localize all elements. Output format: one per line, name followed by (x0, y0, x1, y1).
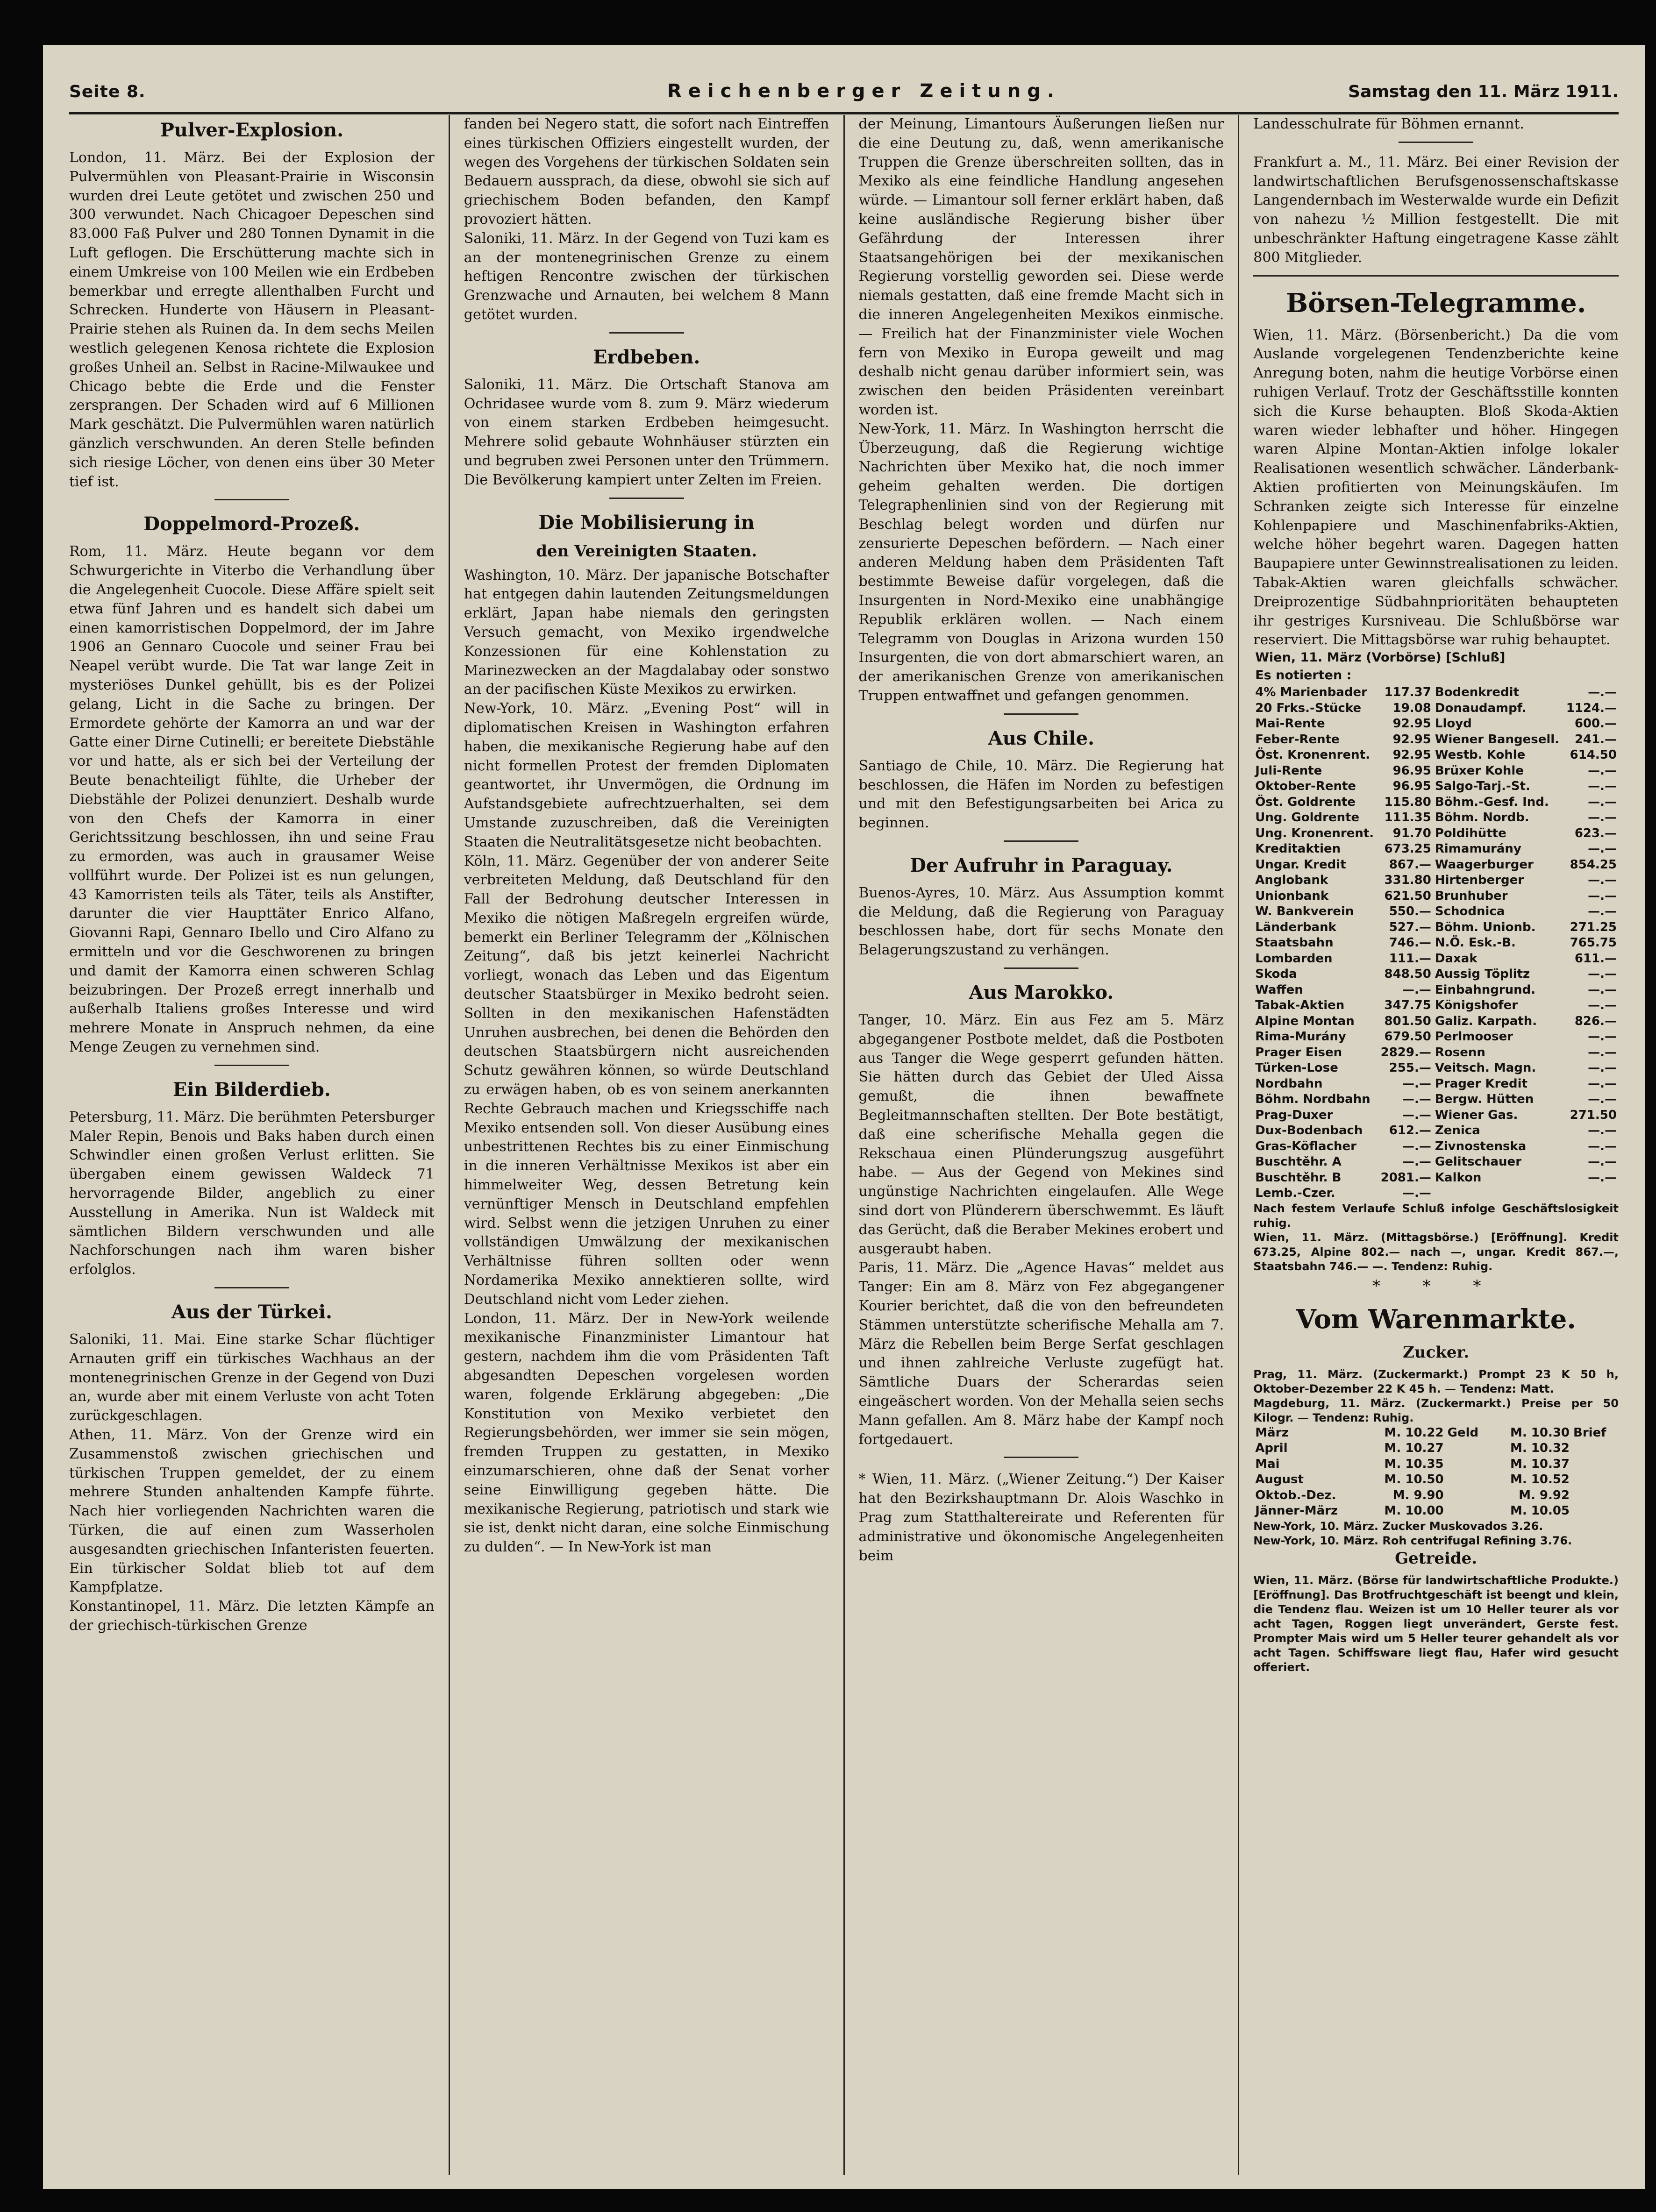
article-mexiko-cont (859, 115, 1224, 715)
security-name: Donaudampf. (1435, 701, 1527, 715)
sugar-cell: August (1255, 1472, 1304, 1487)
quote-row (1253, 1123, 1619, 1139)
security-price: 848.50 (1384, 967, 1431, 982)
security-price: 347.75 (1384, 998, 1431, 1013)
quote-row (1253, 904, 1619, 920)
sugar-row (1253, 1441, 1619, 1457)
quote-row (1253, 935, 1619, 951)
quote-row (1253, 1108, 1619, 1124)
security-price: 271.50 (1570, 1108, 1617, 1122)
security-price: 19.08 (1392, 701, 1431, 715)
quote-row (1253, 779, 1619, 795)
sugar-cell: M. 10.05 (1510, 1504, 1570, 1518)
security-price: —.— (1402, 1155, 1431, 1169)
quote-row (1253, 1014, 1619, 1030)
security-name: Feber-Rente (1255, 732, 1340, 747)
article-text: der Meinung, Limantours Äußerungen ließen nur die eine Deutung zu, daß, wenn amerikanische Truppen die Grenze überschreiten sollten, das in Mexiko als eine feindliche Handlung angesehen würde. — Limantour soll ferner erklärt haben, daß keine ausländische Regierung bisher über Gefährdung der Interessen ihrer Staatsangehörigen bei der mexikanischen Regierung vorstellig geworden sei. Diese werde niemals gestatten, daß eine fremde Macht sich in die inneren Angelegenheiten Mexikos einmische. — Freilich hat der Finanzminister viele Wochen fern von Mexiko in Europa geweilt und mag deshalb nicht genau darüber informiert sein, was zwischen den beiden Präsidenten vereinbart worden ist. New-York, 11. März. In Washington herrscht die Überzeugung, daß die Regierung wichtige Nachrichten über Mexiko hat, die noch immer geheim gehalten werden. Die dortigen Telegraphenlinien sind von der Regierung mit Beschlag belegt worden und dürfen nur zensurierte Depeschen befördern. — Nach einer anderen Meldung haben dem Präsidenten Taft bestimmte Beweise dafür vorgelegen, daß die Insurgenten in Nord-Mexiko eine unabhängige Republik erklären wollen. — Nach einem Telegramm von Douglas in Arizona wurden 150 Insurgenten, die von dort abmarschiert waren, an der amerikanischen Grenze von amerikanischen Truppen entwaffnet und gefangen genommen. (858, 116, 1224, 704)
quotes-header: Wien, 11. März (Vorbörse) [Schluß] (1255, 650, 1506, 665)
sugar-cell: März (1255, 1425, 1289, 1440)
quote-row (1253, 795, 1619, 811)
quote-row (1253, 747, 1619, 763)
divider (1399, 142, 1473, 143)
sugar-cell (1571, 1441, 1619, 1457)
sugar-cell (1571, 1457, 1619, 1472)
prag-zucker: Prag, 11. März. (Zuckermarkt.) Prompt 23 K 50 h, Oktober-Dezember 22 K 45 h. — Tendenz: Matt. (1253, 1367, 1619, 1395)
column-1 (69, 115, 449, 2175)
security-price: 673.25 (1384, 842, 1431, 856)
quote-row (1253, 841, 1619, 857)
quote-row (1253, 763, 1619, 779)
article-bilderdieb (69, 1078, 435, 1288)
newspaper-page (43, 45, 1645, 2189)
sugar-cell: Oktob.-Dez. (1255, 1488, 1336, 1502)
security-price: —.— (1588, 1092, 1617, 1107)
divider (214, 1287, 289, 1288)
security-price: 241.— (1574, 732, 1617, 747)
security-price: —.— (1588, 811, 1617, 825)
quote-row (1253, 857, 1619, 873)
sugar-cell: M. 10.35 (1384, 1457, 1444, 1471)
quote-row (1253, 982, 1619, 998)
sugar-cell (1571, 1488, 1619, 1504)
article-doppelmord (69, 512, 435, 1066)
security-price: —.— (1588, 763, 1617, 778)
security-name: Buschtěhr. A (1255, 1155, 1342, 1169)
security-price: 600.— (1574, 717, 1617, 731)
article-text: Washington, 10. März. Der japanische Botschafter hat entgegen dahin lautenden Zeitungsmeldungen erklärt, Japan habe niemals den geringsten Versuch gemacht, von Mexiko irgendwelche Konzessionen für eine Kohlenstation zu Marinezwecken an der Magdalabay oder sonstwo an der pacifischen Küste Mexikos zu erwirken. New-York, 10. März. „Evening Post“ will in diplomatischen Kreisen in Washington erfahren haben, die mexikanische Regierung habe auf den nicht formellen Protest der fremden Diplomaten geantwortet, ihr Unvermögen, die Ordnung im Aufstandsgebiete aufrechtzuerhalten, sei dem Umstande zuzuschreiben, daß die Vereinigten Staaten die Neutralitätsgesetze nicht beobachten. Köln, 11. März. Gegenüber der von anderer Seite verbreiteten Meldung, daß Deutschland für den Fall der Bedrohung deutscher Interessen in Mexiko die nötigen Maßregeln ergreifen würde, bemerkt ein Berliner Telegramm der „Kölnischen Zeitung“, daß bis jetzt keinerlei Nachricht vorliegt, wonach das Leben und das Eigentum deutscher Staatsbürger in Mexiko bedroht seien. Sollten in den mexikanischen Hafenstädten Unruhen ausbrechen, bei denen die Behörden den deutschen Staatsbürgern nicht ausreichenden Schutz gewähren können, so würde Deutschland zu erwägen haben, ob es von seinem anerkannten Rechte Gebrauch machen und Kriegsschiffe nach Mexiko entsenden soll. Von dieser Ausübung eines unbestrittenen Rechtes bis zu einer Einmischung in die inneren Verhältnisse Mexikos ist aber ein himmelweiter Weg, dessen Betretung kein vernünftiger Mensch in Deutschland empfehlen wird. Selbst wenn die jetzigen Unruhen zu einer vollständigen Umwälzung der mexikanischen Verhältnisse führen sollten oder wenn Nordamerika Mexiko annektieren sollte, wird Deutschland nicht vom Leder ziehen. London, 11. März. Der in New-York weilende mexikanische Finanzminister Limantour hat gestern, nachdem ihm die vom Präsidenten Taft abgesandten Depeschen vorgelesen worden waren, folgende Erklärung abgegeben: „Die Konstitution von Mexiko verbietet den Regierungsbehörden, wer immer sie sein mögen, fremden Truppen zu gestatten, in Mexiko einzumarschieren, ohne daß der Senat vorher seine Einwilligung gegeben hätte. Die mexikanische Regierung, patriotisch und stark wie sie ist, denkt nicht daran, eine solche Einmischung zu dulden“. — In New-York ist man (464, 567, 829, 1556)
security-price: 271.25 (1570, 920, 1617, 934)
headline: Doppelmord-Prozeß. (143, 513, 360, 535)
sugar-row (1253, 1457, 1619, 1472)
security-name: Unionbank (1255, 889, 1329, 903)
security-name: 4% Marienbader (1255, 685, 1367, 700)
sugar-row (1253, 1472, 1619, 1488)
page-number: Seite 8. (69, 82, 146, 101)
security-name: Waffen (1255, 982, 1303, 997)
quotes-subheader: Es notierten : (1255, 668, 1352, 683)
security-name: Oktober-Rente (1255, 779, 1356, 794)
security-name: Wiener Gas. (1435, 1108, 1518, 1122)
article-pulver-explosion (69, 119, 435, 500)
quote-row (1253, 1186, 1619, 1202)
security-name: Rima-Murány (1255, 1030, 1346, 1044)
security-name: N.Ö. Esk.-B. (1435, 936, 1516, 950)
sugar-cell: M. 10.32 (1510, 1441, 1570, 1456)
security-name: Veitsch. Magn. (1435, 1061, 1536, 1075)
security-price: —.— (1588, 967, 1617, 982)
quote-row (1253, 1045, 1619, 1061)
sugar-cell: M. 9.90 (1392, 1488, 1444, 1502)
quote-row (1253, 1154, 1619, 1170)
security-name: Ung. Goldrente (1255, 811, 1360, 825)
quote-row (1253, 1060, 1619, 1076)
security-price: 1124.— (1566, 701, 1617, 715)
security-name: Einbahngrund. (1435, 982, 1536, 997)
mittagsboerse: Wien, 11. März. (Mittagsbörse.) [Eröffnung]. Kredit 673.25, Alpine 802.— nach —, ungar. Kredit 867.—, Staatsbahn 746.— —. Tendenz: Ruhig. (1253, 1230, 1619, 1273)
sugar-cell: M. 10.52 (1510, 1472, 1570, 1487)
subheadline: den Vereinigten Staaten. (536, 541, 757, 561)
article-text: Saloniki, 11. März. Die Ortschaft Stanova am Ochridasee wurde vom 8. zum 9. März wiederum von einem starken Erdbeben heimgesucht. Mehrere solid gebaute Wohnhäuser stürzten ein und begruben zwei Personen unter den Trümmern. Die Bevölkerung kampiert unter Zelten im Freien. (464, 376, 829, 488)
security-name: Perlmooser (1435, 1030, 1513, 1044)
article-text: Santiago de Chile, 10. März. Die Regierung hat beschlossen, die Häfen im Norden zu befestigen und mit den Befestigungsarbeiten bei Arica zu beginnen. (858, 757, 1224, 832)
security-name: Brüxer Kohle (1435, 763, 1524, 778)
article-text: Rom, 11. März. Heute begann vor dem Schwurgerichte in Viterbo die Verhandlung über die Angelegenheit Cuocole. Diese Affäre spielt seit etwa fünf Jahren und es handelt sich dabei um einen kamorristischen Doppelmord, der im Jahre 1906 an Gennaro Cuocole und seiner Frau bei Neapel verübt wurde. Die Tat war lange Zeit in mysteriöses Dunkel gehüllt, bis es der Polizei gelang, Licht in die Sache zu bringen. Der Ermordete gehörte der Kamorra an und war der Gatte einer Dirne Cutinelli; er bereitete Diebstähle vor und hatte, als er sich bei der Verteilung der Beute benachteiligt fühlte, die Urheber der Diebstähle der Polizei denunziert. Deshalb wurde von den Chefs der Kamorra in einer Gerichtssitzung beschlossen, ihn und seine Frau zu ermorden, was auch in grausamer Weise vollführt wurde. Der Polizei ist es nun gelungen, 43 Kamorristen teils als Täter, teils als Anstifter, darunter die vier Haupttäter Enrico Alfano, Giovanni Rapi, Gennaro Ibello und Ciro Alfano zu ermitteln und vor die Geschworenen zu bringen und damit der Kamorra einen schweren Schlag beizubringen. Der Prozeß erregt innerhalb und außerhalb Italiens großes Interesse und wird mehrere Monate in Anspruch nehmen, da eine Menge Zeugen zu vernehmen sind. (69, 543, 435, 1056)
article-text: Frankfurt a. M., 11. März. Bei einer Revision der landwirtschaftlichen Berufsgenossenschaftskasse Langendernbach im Westerwalde wurde ein Defizit von nahezu ½ Million festgestellt. Die mit unbeschränkter Haftung eingetragene Kasse zählt 800 Mitglieder. (1253, 154, 1619, 266)
security-name: Böhm.-Gesf. Ind. (1435, 795, 1549, 809)
sugar-cell: Brief (1573, 1425, 1606, 1440)
article-chile (859, 727, 1224, 842)
security-price (1563, 1186, 1619, 1202)
article-text: Wien, 11. März. (Börsenbericht.) Da die vom Auslande vorgelegenen Tendenzberichte keine Anregung boten, nahm die heutige Vorbörse einen ruhigen Verlauf. Trotz der Geschäftsstille konnten sich die Kurse behaupten. Bloß Skoda-Aktien waren wieder lebhafter und höher. Hingegen waren Alpine Montan-Aktien infolge lokaler Realisationen wesentlich schwächer. Länderbank-Aktien profitierten von Meinungskäufen. Im Schranken zeigte sich Interesse für einzelne Kohlenpapiere und Maschinenfabriks-Aktien, welche höher begehrt waren. Dagegen hatten Baupapiere unter Gewinnstrealisationen zu leiden. Tabak-Aktien waren gleichfalls schwächer. Dreiprozentige Südbahnprioritäten behaupteten ihr gestriges Kursniveau. Die Schlußbörse war reserviert. Die Mittagsbörse war ruhig behauptet. (1253, 327, 1619, 648)
sugar-cell (1446, 1503, 1491, 1519)
security-price: —.— (1402, 1092, 1431, 1107)
magdeburg-zucker: Magdeburg, 11. März. (Zuckermarkt.) Preise per 50 Kilogr. — Tendenz: Ruhig. (1253, 1396, 1619, 1424)
quote-row (1253, 998, 1619, 1014)
article-text: Saloniki, 11. Mai. Eine starke Schar flüchtiger Arnauten griff ein türkisches Wachhaus an der montenegrinischen Grenze in der Gegend von Duzi an, wurde aber mit einem Verluste von acht Toten zurückgeschlagen. Athen, 11. März. Von der Grenze wird ein Zusammenstoß zwischen griechischen und türkischen Truppen gemeldet, der zu einem mehrere Stunden anhaltenden Kampfe führte. Nach hier vorliegenden Nachrichten waren die Türken, die auf einen zum Wasserholen ausgesandten griechischen Infanteristen feuerten. Ein türkischer Soldat blieb tot auf dem Kampfplatze. Konstantinopel, 11. März. Die letzten Kämpfe an der griechisch-türkischen Grenze (69, 1331, 435, 1634)
security-price: 614.50 (1570, 748, 1617, 762)
security-price: 854.25 (1570, 857, 1617, 872)
quote-row (1253, 685, 1619, 701)
security-price: 92.95 (1392, 748, 1431, 762)
security-name: Prager Eisen (1255, 1045, 1342, 1060)
security-name: Waagerburger (1435, 857, 1534, 872)
article-text: Buenos-Ayres, 10. März. Aus Assumption kommt die Meldung, daß die Regierung von Paraguay beschlossen habe, dort für sechs Monate den Belagerungszustand zu verhängen. (858, 884, 1224, 959)
headline: Aus Marokko. (969, 982, 1114, 1004)
security-price: 826.— (1574, 1014, 1617, 1028)
security-name: Kreditaktien (1255, 842, 1341, 856)
newyork-zucker-1: New-York, 10. März. Zucker Muskovados 3.26. (1253, 1519, 1543, 1533)
security-name: Öst. Goldrente (1255, 795, 1356, 809)
quote-row (1253, 1139, 1619, 1155)
security-price: 2829.— (1380, 1045, 1431, 1060)
security-price: 115.80 (1384, 795, 1431, 809)
security-price: 867.— (1389, 857, 1431, 872)
security-price: 92.95 (1392, 717, 1431, 731)
security-name: Anglobank (1255, 873, 1328, 888)
article-marokko (859, 981, 1224, 1458)
quote-row (1253, 873, 1619, 889)
sugar-cell: M. 10.27 (1384, 1441, 1444, 1456)
headline: Erdbeben. (592, 346, 700, 368)
security-name: Bodenkredit (1435, 685, 1520, 700)
security-price: —.— (1588, 1061, 1617, 1075)
quote-row (1253, 826, 1619, 842)
divider (1253, 275, 1619, 277)
section-title-warenmarkt: Vom Warenmarkte. (1296, 1303, 1576, 1335)
security-price: —.— (1588, 1170, 1617, 1185)
security-name: W. Bankverein (1255, 904, 1354, 919)
security-name: Königshofer (1435, 998, 1518, 1013)
security-name: Hirtenberger (1435, 873, 1524, 888)
security-name: Gras-Köflacher (1255, 1139, 1356, 1153)
sugar-cell (1446, 1472, 1491, 1488)
security-price: 621.50 (1384, 889, 1431, 903)
security-name: Böhm. Unionb. (1435, 920, 1536, 934)
security-price: —.— (1402, 1139, 1431, 1153)
sugar-row (1253, 1503, 1619, 1519)
wien-getreide: Wien, 11. März. (Börse für landwirtschaftliche Produkte.) [Eröffnung]. Das Brotfruchtgeschäft ist beengt und klein, die Tendenz flau. Weizen ist um 10 Heller teurer als vor acht Tagen, Roggen liegt unverändert, Gerste fest. Prompter Mais wird um 5 Heller teurer gehandelt als vor acht Tagen. Schiffsware liegt flau, Hafer wird gesucht offeriert. (1253, 1573, 1619, 1674)
quote-row (1253, 1092, 1619, 1108)
column-3 (843, 115, 1238, 2175)
security-price: —.— (1588, 904, 1617, 919)
article-text: Landesschulrate für Böhmen ernannt. (1253, 116, 1525, 132)
security-price: 111.35 (1384, 811, 1431, 825)
sugar-cell: M. 10.30 (1510, 1425, 1570, 1440)
security-name: Rimamurány (1435, 842, 1521, 856)
security-name: Aussig Töplitz (1435, 967, 1530, 982)
quote-row (1253, 920, 1619, 936)
security-price: —.— (1588, 873, 1617, 888)
security-name: Lemb.-Czer. (1255, 1186, 1335, 1201)
security-price: —.— (1588, 1045, 1617, 1060)
security-price: 801.50 (1384, 1014, 1431, 1028)
divider (1004, 967, 1078, 969)
quote-row (1253, 810, 1619, 826)
security-price: 331.80 (1384, 873, 1431, 888)
security-price: —.— (1588, 685, 1617, 700)
security-name: Böhm. Nordbahn (1255, 1092, 1370, 1107)
sugar-row (1253, 1425, 1619, 1441)
security-name: Öst. Kronenrent. (1255, 748, 1370, 762)
security-price: —.— (1588, 998, 1617, 1013)
security-price: 611.— (1574, 951, 1617, 966)
security-price: 91.70 (1392, 826, 1431, 840)
security-price: 255.— (1389, 1061, 1431, 1075)
security-price: —.— (1402, 1186, 1431, 1201)
security-price: 550.— (1389, 904, 1431, 919)
divider (609, 332, 684, 334)
sugar-cell (1571, 1503, 1619, 1519)
security-name: Türken-Lose (1255, 1061, 1338, 1075)
security-name: Bergw. Hütten (1435, 1092, 1534, 1107)
quotes-header-row (1253, 650, 1619, 668)
newyork-zucker-2: New-York, 10. März. Roh centrifugal Refining 3.76. (1253, 1534, 1572, 1547)
security-name: Böhm. Nordb. (1435, 811, 1529, 825)
security-name: Westb. Kohle (1435, 748, 1526, 762)
divider (1004, 1457, 1078, 1458)
sugar-cell: Geld (1447, 1425, 1479, 1440)
security-name: Kalkon (1435, 1170, 1482, 1185)
column-4 (1238, 115, 1619, 2175)
security-price: 527.— (1389, 920, 1431, 934)
sugar-cell: M. 10.00 (1384, 1504, 1444, 1518)
security-name: Galiz. Karpath. (1435, 1014, 1537, 1028)
quote-row (1253, 701, 1619, 717)
security-name: Brunhuber (1435, 889, 1508, 903)
security-price: 623.— (1574, 826, 1617, 840)
quote-row (1253, 889, 1619, 904)
security-price: —.— (1588, 1155, 1617, 1169)
security-name: Prager Kredit (1435, 1076, 1528, 1091)
security-name: Skoda (1255, 967, 1297, 982)
newspaper-title: Reichenberger Zeitung. (667, 80, 1061, 102)
security-price: 765.75 (1570, 936, 1617, 950)
quote-row (1253, 967, 1619, 982)
quote-row (1253, 1076, 1619, 1092)
security-name: 20 Frks.-Stücke (1255, 701, 1362, 715)
sugar-cell: M. 10.22 (1384, 1425, 1444, 1440)
security-price: 92.95 (1392, 732, 1431, 747)
headline: Die Mobilisierung in (538, 511, 755, 533)
security-price: 746.— (1389, 936, 1431, 950)
divider (609, 498, 684, 499)
security-price: —.— (1402, 1076, 1431, 1091)
security-name: Mai-Rente (1255, 717, 1325, 731)
security-name: Rosenn (1435, 1045, 1485, 1060)
security-name: Dux-Bodenbach (1255, 1124, 1363, 1138)
security-price: —.— (1588, 779, 1617, 794)
columns (69, 115, 1619, 2175)
security-price: —.— (1588, 1139, 1617, 1153)
security-price: 96.95 (1392, 763, 1431, 778)
security-price: 2081.— (1380, 1170, 1431, 1185)
security-price: —.— (1588, 795, 1617, 809)
security-price: —.— (1588, 1076, 1617, 1091)
security-name: Poldihütte (1435, 826, 1506, 840)
headline: Ein Bilderdieb. (172, 1078, 331, 1101)
divider (214, 499, 289, 500)
divider (1004, 713, 1078, 715)
section-title-boersen: Börsen-Telegramme. (1285, 287, 1586, 319)
security-name: Daxak (1435, 951, 1478, 966)
sugar-table (1253, 1425, 1619, 1519)
issue-date: Samstag den 11. März 1911. (1348, 82, 1619, 101)
security-name: Tabak-Aktien (1255, 998, 1345, 1013)
security-price: 679.50 (1384, 1030, 1431, 1044)
masthead (69, 78, 1619, 114)
security-name: Länderbank (1255, 920, 1336, 934)
subheading-zucker: Zucker. (1403, 1343, 1470, 1362)
security-price: —.— (1588, 1124, 1617, 1138)
headline: Pulver-Explosion. (160, 119, 344, 141)
security-name: Salgo-Tarj.-St. (1435, 779, 1530, 794)
sugar-cell: Mai (1255, 1457, 1280, 1471)
security-name: Prag-Duxer (1255, 1108, 1333, 1122)
security-name: Buschtěhr. B (1255, 1170, 1342, 1185)
headline: Aus Chile. (988, 727, 1094, 749)
quote-row (1253, 1170, 1619, 1186)
quote-row (1253, 1029, 1619, 1045)
security-name: Alpine Montan (1255, 1014, 1355, 1028)
article-text: Petersburg, 11. März. Die berühmten Petersburger Maler Repin, Benois und Baks haben durch einen Schwindler einen großen Verlust erlitten. Sie übergaben einem gewissen Waldeck 71 hervorragende Bilder, angeblich zu einer Ausstellung in Amerika. Nun ist Waldeck mit sämtlichen Bildern verschwunden und alle Nachforschungen nach ihm waren bisher erfolglos. (69, 1109, 435, 1278)
security-name: Schodnica (1435, 904, 1505, 919)
quotes-subheader-row (1253, 668, 1619, 685)
headline: Der Aufruhr in Paraguay. (910, 854, 1173, 876)
security-name: Gelitschauer (1435, 1155, 1522, 1169)
security-price: —.— (1402, 1108, 1431, 1122)
headline: Aus der Türkei. (171, 1301, 332, 1323)
column-2 (449, 115, 843, 2175)
sugar-row (1253, 1488, 1619, 1504)
security-name: Lloyd (1435, 717, 1472, 731)
security-name: Juli-Rente (1255, 763, 1322, 778)
sugar-cell: M. 10.37 (1510, 1457, 1570, 1471)
article-text: London, 11. März. Bei der Explosion der Pulvermühlen von Pleasant-Prairie in Wisconsin wurden drei Leute getötet und zwischen 250 und 300 verwundet. Nach Chicagoer Depeschen sind 83.000 Faß Pulver und 280 Tonnen Dynamit in die Luft geflogen. Die Erschütterung machte sich in einem Umkreise von 100 Meilen wie ein Erdbeben bemerkbar und erregte allenthalben Furcht und Schrecken. Hunderte von Häusern in Pleasant-Prairie stehen als Ruinen da. In dem sechs Meilen westlich gelegenen Kenosa richtete die Explosion großes Unheil an. Selbst in Racine-Milwaukee und Chicago bebte die Erde und die Fenster zersprangen. Der Schaden wird auf 6 Millionen Mark geschätzt. Die Pulvermühlen waren natürlich gänzlich verschwunden. An deren Stelle befinden sich riesige Löcher, von denen eins über 30 Meter tief ist. (69, 149, 435, 490)
security-name: Ung. Kronenrent. (1255, 826, 1374, 840)
article-text: Tanger, 10. März. Ein aus Fez am 5. März abgegangener Postbote meldet, daß die Postboten aus Tanger die Wege gesperrt gefunden hätten. Sie hätten durch das Gebiet der Uled Aissa gemußt, die ihnen bewaffnete Begleitmannschaften stellten. Der Bote bestätigt, daß eine scherifische Mehalla gegen die Rekschaua einen Plünderungszug ausgeführt habe. — Aus der Gegend von Mekines sind ungünstige Nachrichten eingelaufen. Alle Wege sind dort von Plünderern überschwemmt. Es läuft das Gerücht, daß die Beraber Mekines erobert und ausgeraubt haben. Paris, 11. März. Die „Agence Havas“ meldet aus Tanger: Ein am 8. März von Fez abgegangener Kourier berichtet, daß die von den befreundeten Stämmen unterstützte scherifische Mehalla am 7. März die Rebellen beim Berge Serfat geschlagen und ihnen zahlreiche Verluste zugefügt hat. Sämtliche Duars der Scherardas seien eingeäschert worden. Von der Mehalla seien sechs Mann gefallen. Am 8. März habe der Kampf noch fortgedauert. (858, 1012, 1224, 1448)
security-price: —.— (1588, 1030, 1617, 1044)
sugar-cell: Jänner-März (1255, 1504, 1338, 1518)
quote-row (1253, 951, 1619, 967)
stock-quotes-table (1253, 650, 1619, 1202)
security-price: 117.37 (1384, 685, 1431, 700)
sugar-cell (1446, 1441, 1491, 1457)
security-name: Zenica (1435, 1124, 1480, 1138)
article-tuerkei (69, 1301, 435, 1636)
subheading-getreide: Getreide. (1395, 1549, 1478, 1568)
article-mobilisierung (464, 511, 829, 1557)
sugar-cell: April (1255, 1441, 1288, 1456)
security-price: 111.— (1389, 951, 1431, 966)
security-name (1433, 1186, 1563, 1202)
article-paraguay (859, 854, 1224, 969)
sugar-cell (1571, 1472, 1619, 1488)
quote-row (1253, 732, 1619, 748)
security-price: 612.— (1389, 1124, 1431, 1138)
sugar-cell: M. 9.92 (1519, 1488, 1570, 1502)
security-price: —.— (1402, 982, 1431, 997)
security-name: Staatsbahn (1255, 936, 1334, 950)
sugar-cell (1446, 1488, 1491, 1504)
sugar-cell: M. 10.50 (1384, 1472, 1444, 1487)
sugar-cell (1446, 1457, 1491, 1472)
security-name: Ungar. Kredit (1255, 857, 1346, 872)
security-price: —.— (1588, 982, 1617, 997)
article-tuerkei-cont (464, 115, 829, 334)
quotes-note: Nach festem Verlaufe Schluß infolge Geschäftslosigkeit ruhig. (1253, 1202, 1619, 1230)
security-name: Wiener Bangesell. (1435, 732, 1560, 747)
article-text: fanden bei Negero statt, die sofort nach Eintreffen eines türkischen Offiziers eingestellt wurden, der wegen des Vorgehens der türkischen Soldaten sein Bedauern aussprach, da diese, obwohl sie sich auf griechischem Boden befanden, den Kampf provoziert hätten. Saloniki, 11. März. In der Gegend von Tuzi kam es an der montenegrinischen Grenze zu einem heftigen Rencontre zwischen der türkischen Grenzwache und Arnauten, bei welchem 8 Mann getötet wurden. (464, 116, 829, 323)
security-price: 96.95 (1392, 779, 1431, 794)
security-price: —.— (1588, 889, 1617, 903)
divider (1004, 840, 1078, 842)
article-text: * Wien, 11. März. („Wiener Zeitung.“) Der Kaiser hat den Bezirkshauptmann Dr. Alois Waschko in Prag zum Statthaltereirate und Referenten für administrative und ökonomische Angelegenheiten beim (858, 1471, 1224, 1564)
divider (214, 1065, 289, 1066)
security-price: —.— (1588, 842, 1617, 856)
quote-row (1253, 716, 1619, 732)
ornament-stars: * * * (1372, 1276, 1500, 1295)
article-erdbeben (464, 346, 829, 499)
security-name: Lombarden (1255, 951, 1333, 966)
security-name: Nordbahn (1255, 1076, 1323, 1091)
article-wien-ernennung (859, 1470, 1224, 1565)
security-name: Zivnostenska (1435, 1139, 1527, 1153)
